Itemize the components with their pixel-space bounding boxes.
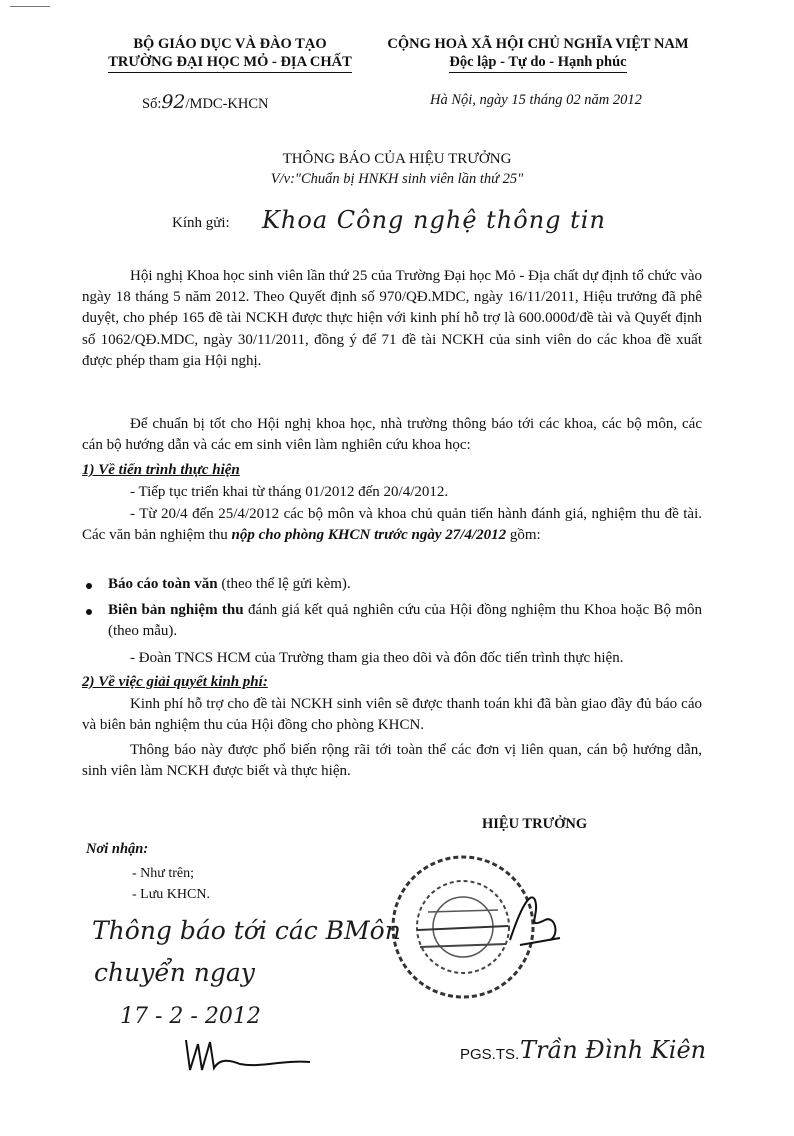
section-1-heading-text: 1) Về tiến trình thực hiện — [82, 462, 240, 478]
bullet-acceptance-minutes-title: Biên bản nghiệm thu — [108, 602, 244, 618]
recipient-handwritten: Khoa Công nghệ thông tin — [262, 206, 606, 234]
paragraph-intro: Hội nghị Khoa học sinh viên lần thứ 25 của Trường Đại học Mỏ - Địa chất dự định tổ chức vào ngày 18 tháng 5 năm 2012. Theo Quyết định số 970/QĐ.MDC, ngày 16/11/2011, Hiệu trưởng đã phê duyệt, cho phép 165 đề tài NCKH được thực hiện với kinh phí hỗ trợ là 600.000đ/đề tài và Quyết định số 1062/QĐ.MDC, ngày 30/11/2011, đồng ý để 71 đề tài NCKH của sinh viên do các khoa đề xuất được phép tham gia Hội nghị. — [82, 268, 702, 369]
section-1-item-2-tail: gồm: — [506, 527, 541, 544]
signer-title: HIỆU TRƯỞNG — [482, 816, 588, 832]
bullet-full-report-title: Báo cáo toàn văn — [108, 576, 218, 592]
handwritten-initials — [180, 1030, 320, 1080]
section-1-item-3: - Đoàn TNCS HCM của Trường tham gia theo dõi và đôn đốc tiến trình thực hiện. — [130, 650, 624, 666]
document-number-handwritten: 92 — [161, 91, 186, 113]
paragraph-preparation: Để chuẩn bị tốt cho Hội nghị khoa học, nhà trường thông báo tới các khoa, các bộ môn, các cán bộ hướng dẫn và các em sinh viên làm nghiên cứu khoa học: — [82, 416, 702, 454]
bullet-acceptance-minutes — [108, 600, 702, 642]
section-2-heading-text: 2) Về việc giải quyết kinh phí: — [82, 674, 268, 690]
bullet-acceptance-minutes-text: đánh giá kết quả nghiên cứu của Hội đồng nghiệm thu Khoa hoặc Bộ môn (theo mẫu). — [108, 602, 702, 640]
section-2-heading — [82, 672, 268, 693]
recipient-item-2: - Lưu KHCN. — [132, 887, 210, 902]
section-1-item-2-text: - Từ 20/4 đến 25/4/2012 các bộ môn và khoa chủ quản tiến hành đánh giá, nghiệm thu đề tài. Các văn bản nghiệm thu — [82, 506, 702, 544]
section-1-heading — [82, 460, 240, 481]
signer-degree: PGS.TS. — [460, 1046, 520, 1063]
university-name — [100, 52, 360, 73]
section-1-item-1: - Tiếp tục triển khai từ tháng 01/2012 đến 20/4/2012. — [130, 484, 449, 500]
notice-subject: V/v:"Chuẩn bị HNKH sinh viên lần thứ 25" — [270, 171, 524, 187]
republic-name: CỘNG HOÀ XÃ HỘI CHỦ NGHĨA VIỆT NAM — [387, 36, 689, 52]
university-name-text: TRƯỜNG ĐẠI HỌC MỎ - ĐỊA CHẤT — [108, 52, 352, 73]
ministry-name: BỘ GIÁO DỤC VÀ ĐÀO TẠO — [133, 36, 327, 52]
national-motto-text: Độc lập - Tự do - Hạnh phúc — [449, 52, 626, 73]
document-number — [142, 91, 269, 113]
submission-deadline: nộp cho phòng KHCN trước ngày 27/4/2012 — [231, 527, 507, 544]
national-motto — [368, 52, 708, 73]
signer-name: Trần Đình Kiên — [520, 1036, 707, 1064]
document-number-suffix: /MDC-KHCN — [185, 96, 269, 112]
handwritten-note-date: 17 - 2 - 2012 — [120, 1004, 261, 1029]
bullet-full-report — [108, 574, 702, 595]
rector-signature — [500, 880, 570, 950]
paragraph-dissemination: Thông báo này được phổ biến rộng rãi tới toàn thể các đơn vị liên quan, cán bộ hướng dẫn, sinh viên làm NCKH được biết và thực hiện. — [82, 742, 702, 780]
recipient-item-1: - Như trên; — [132, 866, 195, 881]
recipient-label: Kính gửi: — [172, 215, 230, 231]
bullet-full-report-text: (theo thể lệ gửi kèm). — [217, 576, 351, 592]
bullet-1-dot — [86, 583, 92, 589]
scan-artifact — [10, 6, 50, 7]
handwritten-note-line-1: Thông báo tới các BMôn — [92, 916, 401, 945]
document-number-prefix: Số: — [142, 96, 162, 112]
section-1-item-2 — [82, 504, 702, 546]
bullet-2-dot — [86, 609, 92, 615]
handwritten-note-line-2: chuyển ngay — [94, 958, 255, 987]
recipients-label: Nơi nhận: — [86, 841, 149, 857]
notice-title: THÔNG BÁO CỦA HIỆU TRƯỞNG — [282, 151, 512, 167]
paragraph-funding: Kinh phí hỗ trợ cho đề tài NCKH sinh viên sẽ được thanh toán khi đã bàn giao đầy đủ báo cáo và biên bản nghiệm thu của Hội đồng cho phòng KHCN. — [82, 696, 702, 734]
place-date: Hà Nội, ngày 15 tháng 02 năm 2012 — [430, 92, 642, 108]
